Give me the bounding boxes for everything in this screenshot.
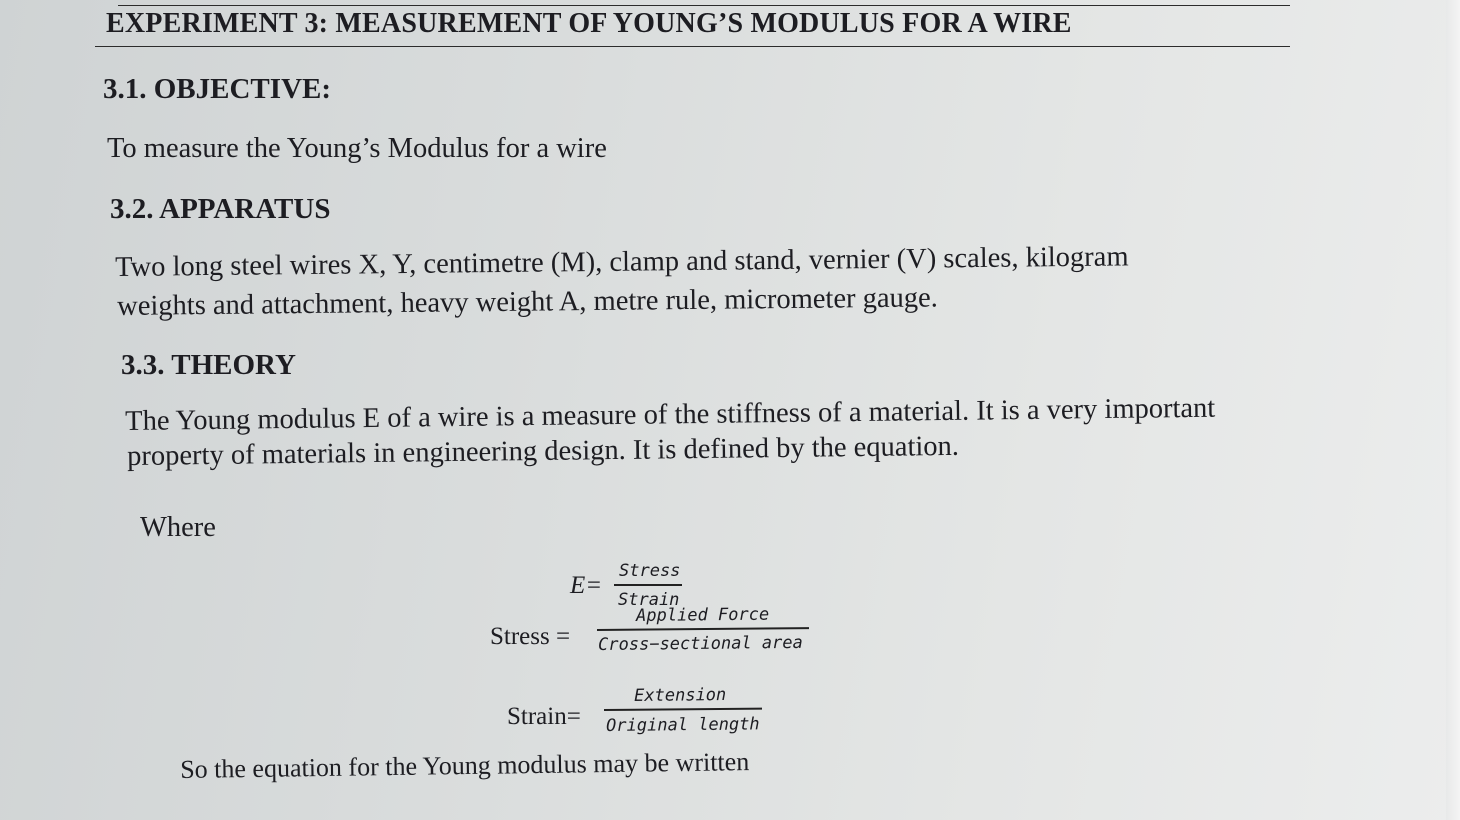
apparatus-text-line-2: weights and attachment, heavy weight A, metre rule, micrometer gauge. xyxy=(117,282,938,322)
equation-strain-fraction-bar xyxy=(604,708,762,711)
closing-text: So the equation for the Young modulus may be written xyxy=(180,747,750,784)
theory-heading: 3.3. THEORY xyxy=(121,349,296,381)
document-title: EXPERIMENT 3: MEASUREMENT OF YOUNG’S MODULUS FOR A WIRE xyxy=(106,8,1072,39)
equation-strain-numerator: Extension xyxy=(634,685,727,706)
objective-text: To measure the Young’s Modulus for a wire xyxy=(107,133,607,164)
equation-strain-denominator: Original length xyxy=(606,714,760,736)
where-label: Where xyxy=(140,512,216,543)
equation-stress-fraction-bar xyxy=(597,627,809,630)
theory-text-line-1: The Young modulus E of a wire is a measure of the stiffness of a material. It is a very important xyxy=(125,392,1216,437)
equation-stress-label: Stress = xyxy=(490,623,571,650)
objective-heading: 3.1. OBJECTIVE: xyxy=(103,73,332,105)
equation-strain-label: Strain= xyxy=(507,703,581,730)
apparatus-heading: 3.2. APPARATUS xyxy=(110,193,331,225)
equation-e-denominator: Strain xyxy=(618,590,680,610)
equation-stress-numerator: Applied Force xyxy=(636,604,770,626)
theory-text-line-2: property of materials in engineering design. It is defined by the equation. xyxy=(127,430,960,472)
top-rule xyxy=(118,5,1290,6)
apparatus-text-line-1: Two long steel wires X, Y, centimetre (M), clamp and stand, vernier (V) scales, kilogram xyxy=(115,241,1129,283)
equation-e-numerator: Stress xyxy=(619,561,681,581)
title-underline xyxy=(95,46,1290,47)
screen-right-edge xyxy=(1446,0,1460,820)
equation-stress-denominator: Cross−sectional area xyxy=(598,632,803,655)
equation-e-fraction-bar xyxy=(614,584,682,586)
equation-e-label: E= xyxy=(570,572,603,599)
